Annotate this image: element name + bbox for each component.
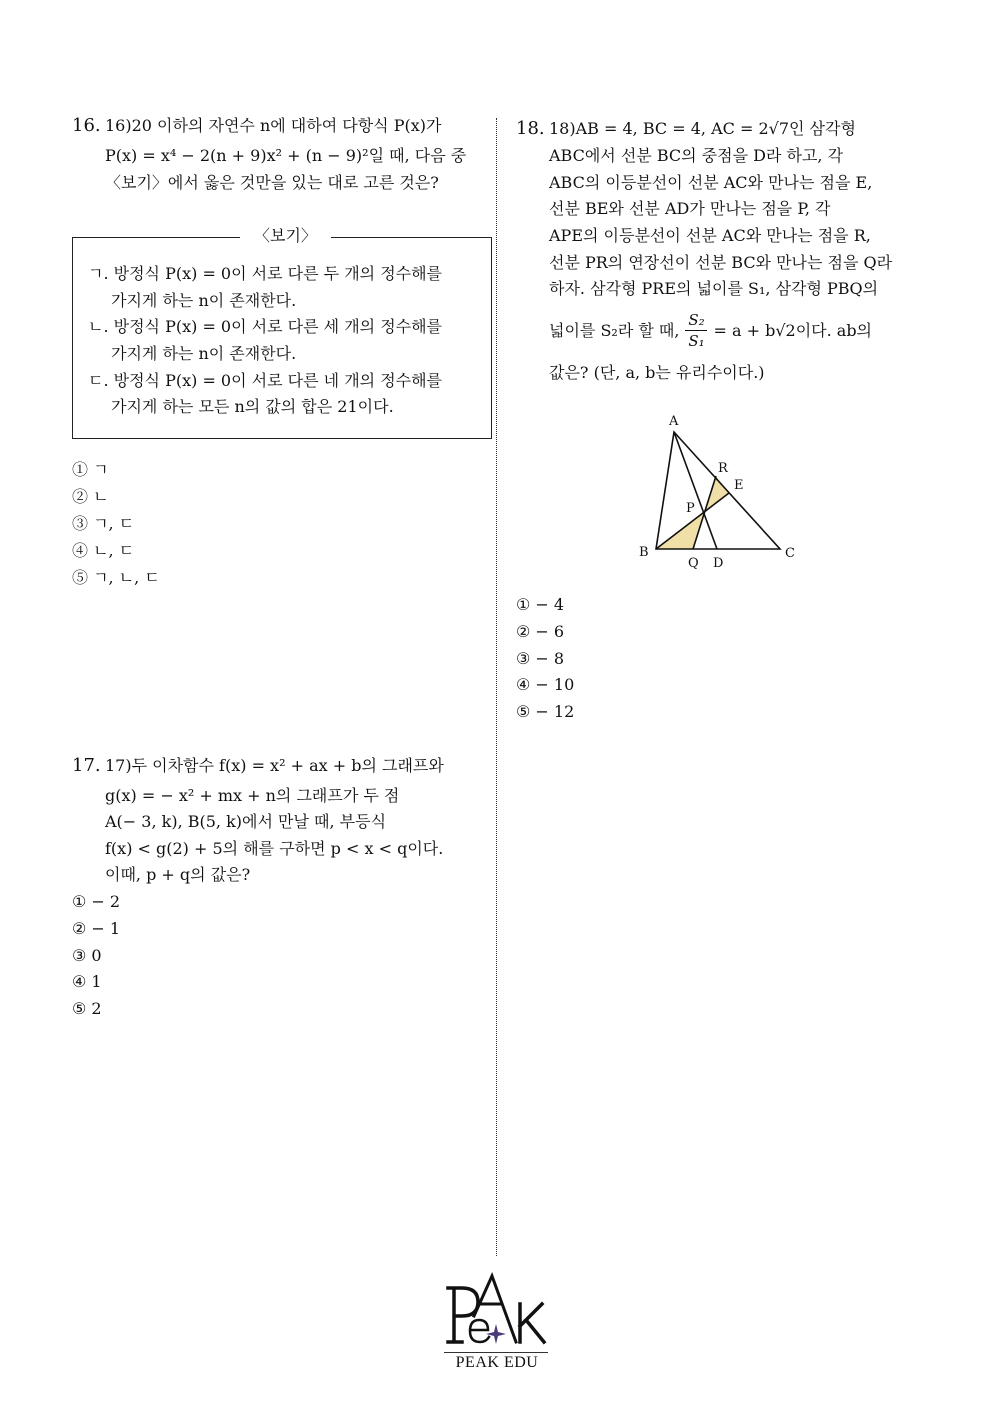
label-a: A [669,414,679,429]
label-q: Q [688,556,699,571]
q18-line-pre: 넓이를 S₂라 할 때, [549,320,680,340]
q17-line: g(x) = − x² + mx + n의 그래프가 두 점 [105,786,400,805]
fraction [685,311,707,350]
choice[interactable]: ③ − 8 [516,649,565,668]
q17-line: A(− 3, k), B(5, k)에서 만날 때, 부등식 [105,812,387,831]
choice[interactable]: ⑤ − 12 [516,702,575,721]
choice[interactable]: ⑤ 2 [72,999,102,1018]
q17-line: 이때, p + q의 값은? [105,865,251,884]
q16-line: P(x) = x⁴ − 2(n + 9)x² + (n − 9)²일 때, 다음 중 [105,146,467,165]
bogi-item: 가지게 하는 모든 n의 값의 합은 21이다. [111,397,394,416]
bogi-item: ㄱ. 방정식 P(x) = 0이 서로 다른 두 개의 정수해를 [88,264,443,283]
column-divider [496,118,497,1256]
choice[interactable]: ① − 4 [516,595,565,614]
q18-line: 하자. 삼각형 PRE의 넓이를 S₁, 삼각형 PBQ의 [549,279,879,298]
logo-letter-k [520,1304,544,1342]
fraction-numerator: S₂ [688,311,705,329]
choice[interactable]: ④ 1 [72,972,102,991]
q18-line: 선분 PR의 연장선이 선분 BC와 만나는 점을 Q라 [549,253,893,272]
choice[interactable]: ⑤ ㄱ, ㄴ, ㄷ [72,568,160,587]
q18-line: 선분 BE와 선분 AD가 만나는 점을 P, 각 [549,199,831,218]
q17-line: f(x) < g(2) + 5의 해를 구하면 p < x < q이다. [105,839,444,858]
shaded-triangle-pre [704,476,729,512]
choice[interactable]: ③ ㄱ, ㄷ [72,514,135,533]
choice[interactable]: ③ 0 [72,946,102,965]
bogi-item: 가지게 하는 n이 존재한다. [111,344,297,363]
q18-line-post: = a + b√2이다. ab의 [713,320,873,340]
q18-line: 값은? (단, a, b는 유리수이다.) [549,363,765,382]
bogi-item: ㄴ. 방정식 P(x) = 0이 서로 다른 세 개의 정수해를 [88,317,443,336]
label-b: B [639,545,649,560]
brand-name: PEAK EDU [455,1354,539,1371]
q18-line: ABC의 이등분선이 선분 AC와 만나는 점을 E, [549,173,873,192]
label-p: P [686,501,695,516]
q17-number: 17. [72,755,101,776]
bogi-item: 가지게 하는 n이 존재한다. [111,291,297,310]
label-r: R [718,461,728,476]
q18-line: APE의 이등분선이 선분 AC와 만나는 점을 R, [549,226,871,245]
q18-line: 18)AB = 4, BC = 4, AC = 2√7인 삼각형 [549,119,856,138]
logo-letter-e [470,1320,489,1342]
choice[interactable]: ② ㄴ [72,487,109,506]
q18-line: ABC에서 선분 BC의 중점을 D라 하고, 각 [549,146,844,165]
peak-logo-mark [444,1270,550,1346]
choice[interactable]: ② − 6 [516,622,565,641]
q16-number: 16. [72,115,101,136]
peak-edu-logo [444,1270,550,1373]
label-c: C [785,546,795,561]
label-e: E [734,478,744,493]
q16-line: 16)20 이하의 자연수 n에 대하여 다항식 P(x)가 [105,116,442,135]
q17-line: 17)두 이차함수 f(x) = x² + ax + b의 그래프와 [105,756,444,775]
bogi-title: 〈보기〉 [240,226,331,246]
q18-line-with-fraction [549,311,872,350]
bogi-item: ㄷ. 방정식 P(x) = 0이 서로 다른 네 개의 정수해를 [88,371,443,390]
choice[interactable]: ④ ㄴ, ㄷ [72,541,135,560]
q18-number: 18. [516,118,545,139]
choice[interactable]: ① ㄱ [72,460,109,479]
choice[interactable]: ④ − 10 [516,675,575,694]
label-d: D [713,556,724,571]
q16-line: 〈보기〉에서 옳은 것만을 있는 대로 고른 것은? [105,173,439,192]
triangle-diagram [630,405,800,575]
choice[interactable]: ② − 1 [72,919,121,938]
fraction-bar [685,330,707,331]
fraction-denominator: S₁ [688,332,705,350]
choice[interactable]: ① − 2 [72,892,121,911]
